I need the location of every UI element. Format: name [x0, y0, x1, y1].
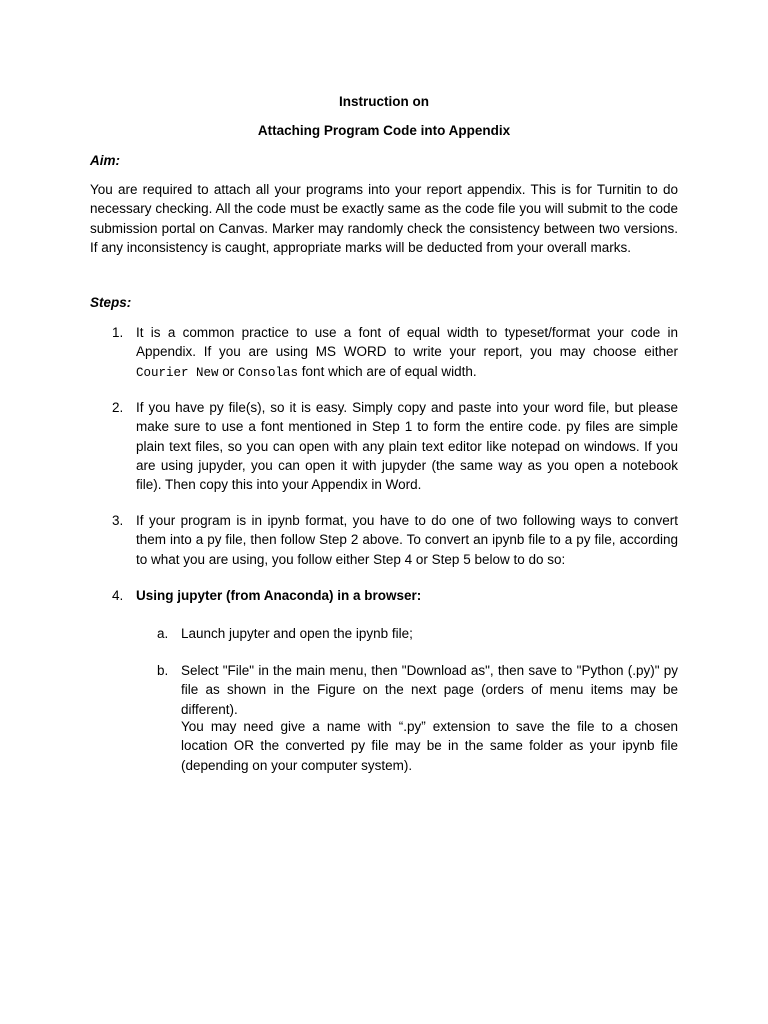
step-1-text [136, 323, 678, 383]
aim-paragraph: You are required to attach all your programs into your report appendix. This is for Turnitin to do necessary checking. All the code must be exactly same as the code file you will submit to the code submission portal on Canvas. Marker may randomly check the consistency between two versions. If any inconsistency is caught, appropriate marks will be deducted from your overall marks. [90, 182, 678, 255]
consolas-font-name: Consolas [238, 365, 299, 380]
step-1-text-a: It is a common practice to use a font of equal width to typeset/format your code in Appendix. If you are using MS WORD to write your report, you may choose either [136, 325, 678, 360]
document-title: Instruction on [339, 94, 429, 109]
step-1-text-c: font which are of equal width. [298, 363, 477, 379]
substep-a-text: Launch jupyter and open the ipynb file; [181, 626, 413, 641]
substep-b-note-text: You may need give a name with “.py” extension to save the file to a chosen location OR the converted py file may be in the same folder as your ipynb file (depending on your computer system). [181, 719, 678, 773]
step-3-number: 3. [112, 513, 124, 528]
aim-heading: Aim: [90, 153, 120, 168]
steps-heading: Steps: [90, 295, 132, 310]
step-1-text-b: or [218, 363, 239, 379]
courier-new-font-name: Courier New [136, 365, 219, 380]
substep-b-text: Select "File" in the main menu, then "Download as", then save to "Python (.py)" py file as shown in the Figure on the next page (orders of menu items may be different). [181, 663, 678, 717]
substep-b-letter: b. [157, 663, 169, 678]
step-2-text: If you have py file(s), so it is easy. Simply copy and paste into your word file, but please make sure to use a font mentioned in Step 1 to form the entire code. py files are simple plain text files, so you can open with any plain text editor like notepad on windows. If you are using jupyder, you can open it with jupyder (the same way as you open a notebook file). Then copy this into your Appendix in Word. [136, 400, 678, 493]
step-2-number: 2. [112, 400, 124, 415]
step-1-number: 1. [112, 325, 124, 340]
step-4-text: Using jupyter (from Anaconda) in a browser: [136, 588, 422, 603]
step-4-number: 4. [112, 588, 124, 603]
step-3-text: If your program is in ipynb format, you have to do one of two following ways to convert them into a py file, then follow Step 2 above. To convert an ipynb file to a py file, according to what you are using, you follow either Step 4 or Step 5 below to do so: [136, 513, 678, 567]
document-subtitle: Attaching Program Code into Appendix [257, 123, 511, 138]
substep-a-letter: a. [157, 626, 169, 641]
